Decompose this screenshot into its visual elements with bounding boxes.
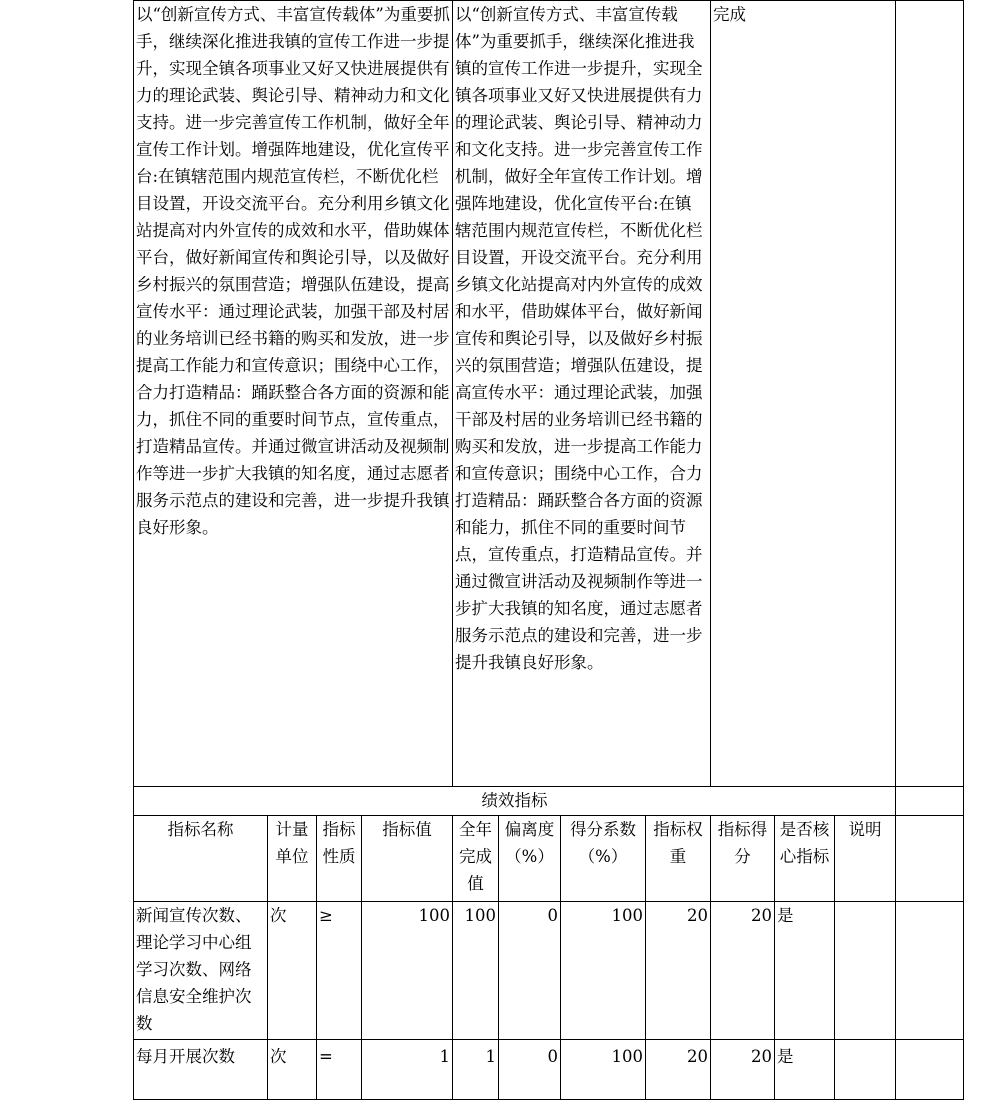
indicator-value: 100 bbox=[362, 902, 453, 1040]
indicator-remark bbox=[835, 902, 896, 1040]
indicator-nature: ≥ bbox=[317, 902, 362, 1040]
header-nature: 指标性质 bbox=[317, 816, 362, 902]
indicator-core: 是 bbox=[775, 902, 835, 1040]
indicator-coefficient: 100 bbox=[561, 902, 646, 1040]
indicator-extra-cell bbox=[896, 1040, 964, 1100]
indicator-coefficient: 100 bbox=[561, 1040, 646, 1100]
indicator-extra-cell bbox=[896, 902, 964, 1040]
indicator-core: 是 bbox=[775, 1040, 835, 1100]
indicator-value: 1 bbox=[362, 1040, 453, 1100]
table-row bbox=[134, 902, 964, 1040]
indicator-remark bbox=[835, 1040, 896, 1100]
indicator-annual: 100 bbox=[453, 902, 499, 1040]
indicator-nature: = bbox=[317, 1040, 362, 1100]
section-title: 绩效指标 bbox=[134, 787, 896, 816]
indicator-deviation: 0 bbox=[499, 902, 561, 1040]
indicator-deviation: 0 bbox=[499, 1040, 561, 1100]
header-coefficient: 得分系数（%） bbox=[561, 816, 646, 902]
header-unit: 计量单位 bbox=[268, 816, 317, 902]
performance-table bbox=[133, 0, 964, 1100]
header-remark: 说明 bbox=[835, 816, 896, 902]
table-row bbox=[134, 1040, 964, 1100]
section-row bbox=[134, 787, 964, 816]
goal-original-cell: 以“创新宣传方式、丰富宣传载体”为重要抓手，继续深化推进我镇的宣传工作进一步提升，实现全镇各项事业又好又快进展提供有力的理论武装、舆论引导、精神动力和文化支持。进一步完善宣传工作机制，做好全年宣传工作计划。增强阵地建设，优化宣传平台:在镇辖范围内规范宣传栏，不断优化栏目设置，开设交流平台。充分利用乡镇文化站提高对内外宣传的成效和水平，借助媒体平台，做好新闻宣传和舆论引导，以及做好乡村振兴的氛围营造；增强队伍建设，提高宣传水平：通过理论武装，加强干部及村居的业务培训已经书籍的购买和发放，进一步提高工作能力和宣传意识；围绕中心工作，合力打造精品：踊跃整合各方面的资源和能力，抓住不同的重要时间节点，宣传重点，打造精品宣传。并通过微宣讲活动及视频制作等进一步扩大我镇的知名度，通过志愿者服务示范点的建设和完善，进一步提升我镇良好形象。 bbox=[134, 1, 453, 787]
header-weight: 指标权重 bbox=[646, 816, 711, 902]
indicator-unit: 次 bbox=[268, 902, 317, 1040]
indicator-score: 20 bbox=[711, 902, 775, 1040]
header-core: 是否核心指标 bbox=[775, 816, 835, 902]
header-value: 指标值 bbox=[362, 816, 453, 902]
goal-row bbox=[134, 1, 964, 787]
header-extra-cell bbox=[896, 816, 964, 902]
indicator-score: 20 bbox=[711, 1040, 775, 1100]
section-extra-cell bbox=[896, 787, 964, 816]
header-deviation: 偏离度（%） bbox=[499, 816, 561, 902]
indicator-unit: 次 bbox=[268, 1040, 317, 1100]
indicator-name: 新闻宣传次数、理论学习中心组学习次数、网络信息安全维护次数 bbox=[134, 902, 268, 1040]
indicator-name: 每月开展次数 bbox=[134, 1040, 268, 1100]
header-name: 指标名称 bbox=[134, 816, 268, 902]
indicator-weight: 20 bbox=[646, 902, 711, 1040]
indicator-weight: 20 bbox=[646, 1040, 711, 1100]
header-score: 指标得分 bbox=[711, 816, 775, 902]
goal-status-cell: 完成 bbox=[711, 1, 896, 787]
goal-extra-cell bbox=[896, 1, 964, 787]
indicator-annual: 1 bbox=[453, 1040, 499, 1100]
goal-actual-cell: 以“创新宣传方式、丰富宣传载体”为重要抓手，继续深化推进我镇的宣传工作进一步提升，实现全镇各项事业又好又快进展提供有力的理论武装、舆论引导、精神动力和文化支持。进一步完善宣传工作机制，做好全年宣传工作计划。增强阵地建设，优化宣传平台:在镇辖范围内规范宣传栏，不断优化栏目设置，开设交流平台。充分利用乡镇文化站提高对内外宣传的成效和水平，借助媒体平台，做好新闻宣传和舆论引导，以及做好乡村振兴的氛围营造；增强队伍建设，提高宣传水平：通过理论武装，加强干部及村居的业务培训已经书籍的购买和发放，进一步提高工作能力和宣传意识；围绕中心工作，合力打造精品：踊跃整合各方面的资源和能力，抓住不同的重要时间节点，宣传重点，打造精品宣传。并通过微宣讲活动及视频制作等进一步扩大我镇的知名度，通过志愿者服务示范点的建设和完善，进一步提升我镇良好形象。 bbox=[453, 1, 711, 787]
header-row bbox=[134, 816, 964, 902]
header-annual: 全年完成值 bbox=[453, 816, 499, 902]
